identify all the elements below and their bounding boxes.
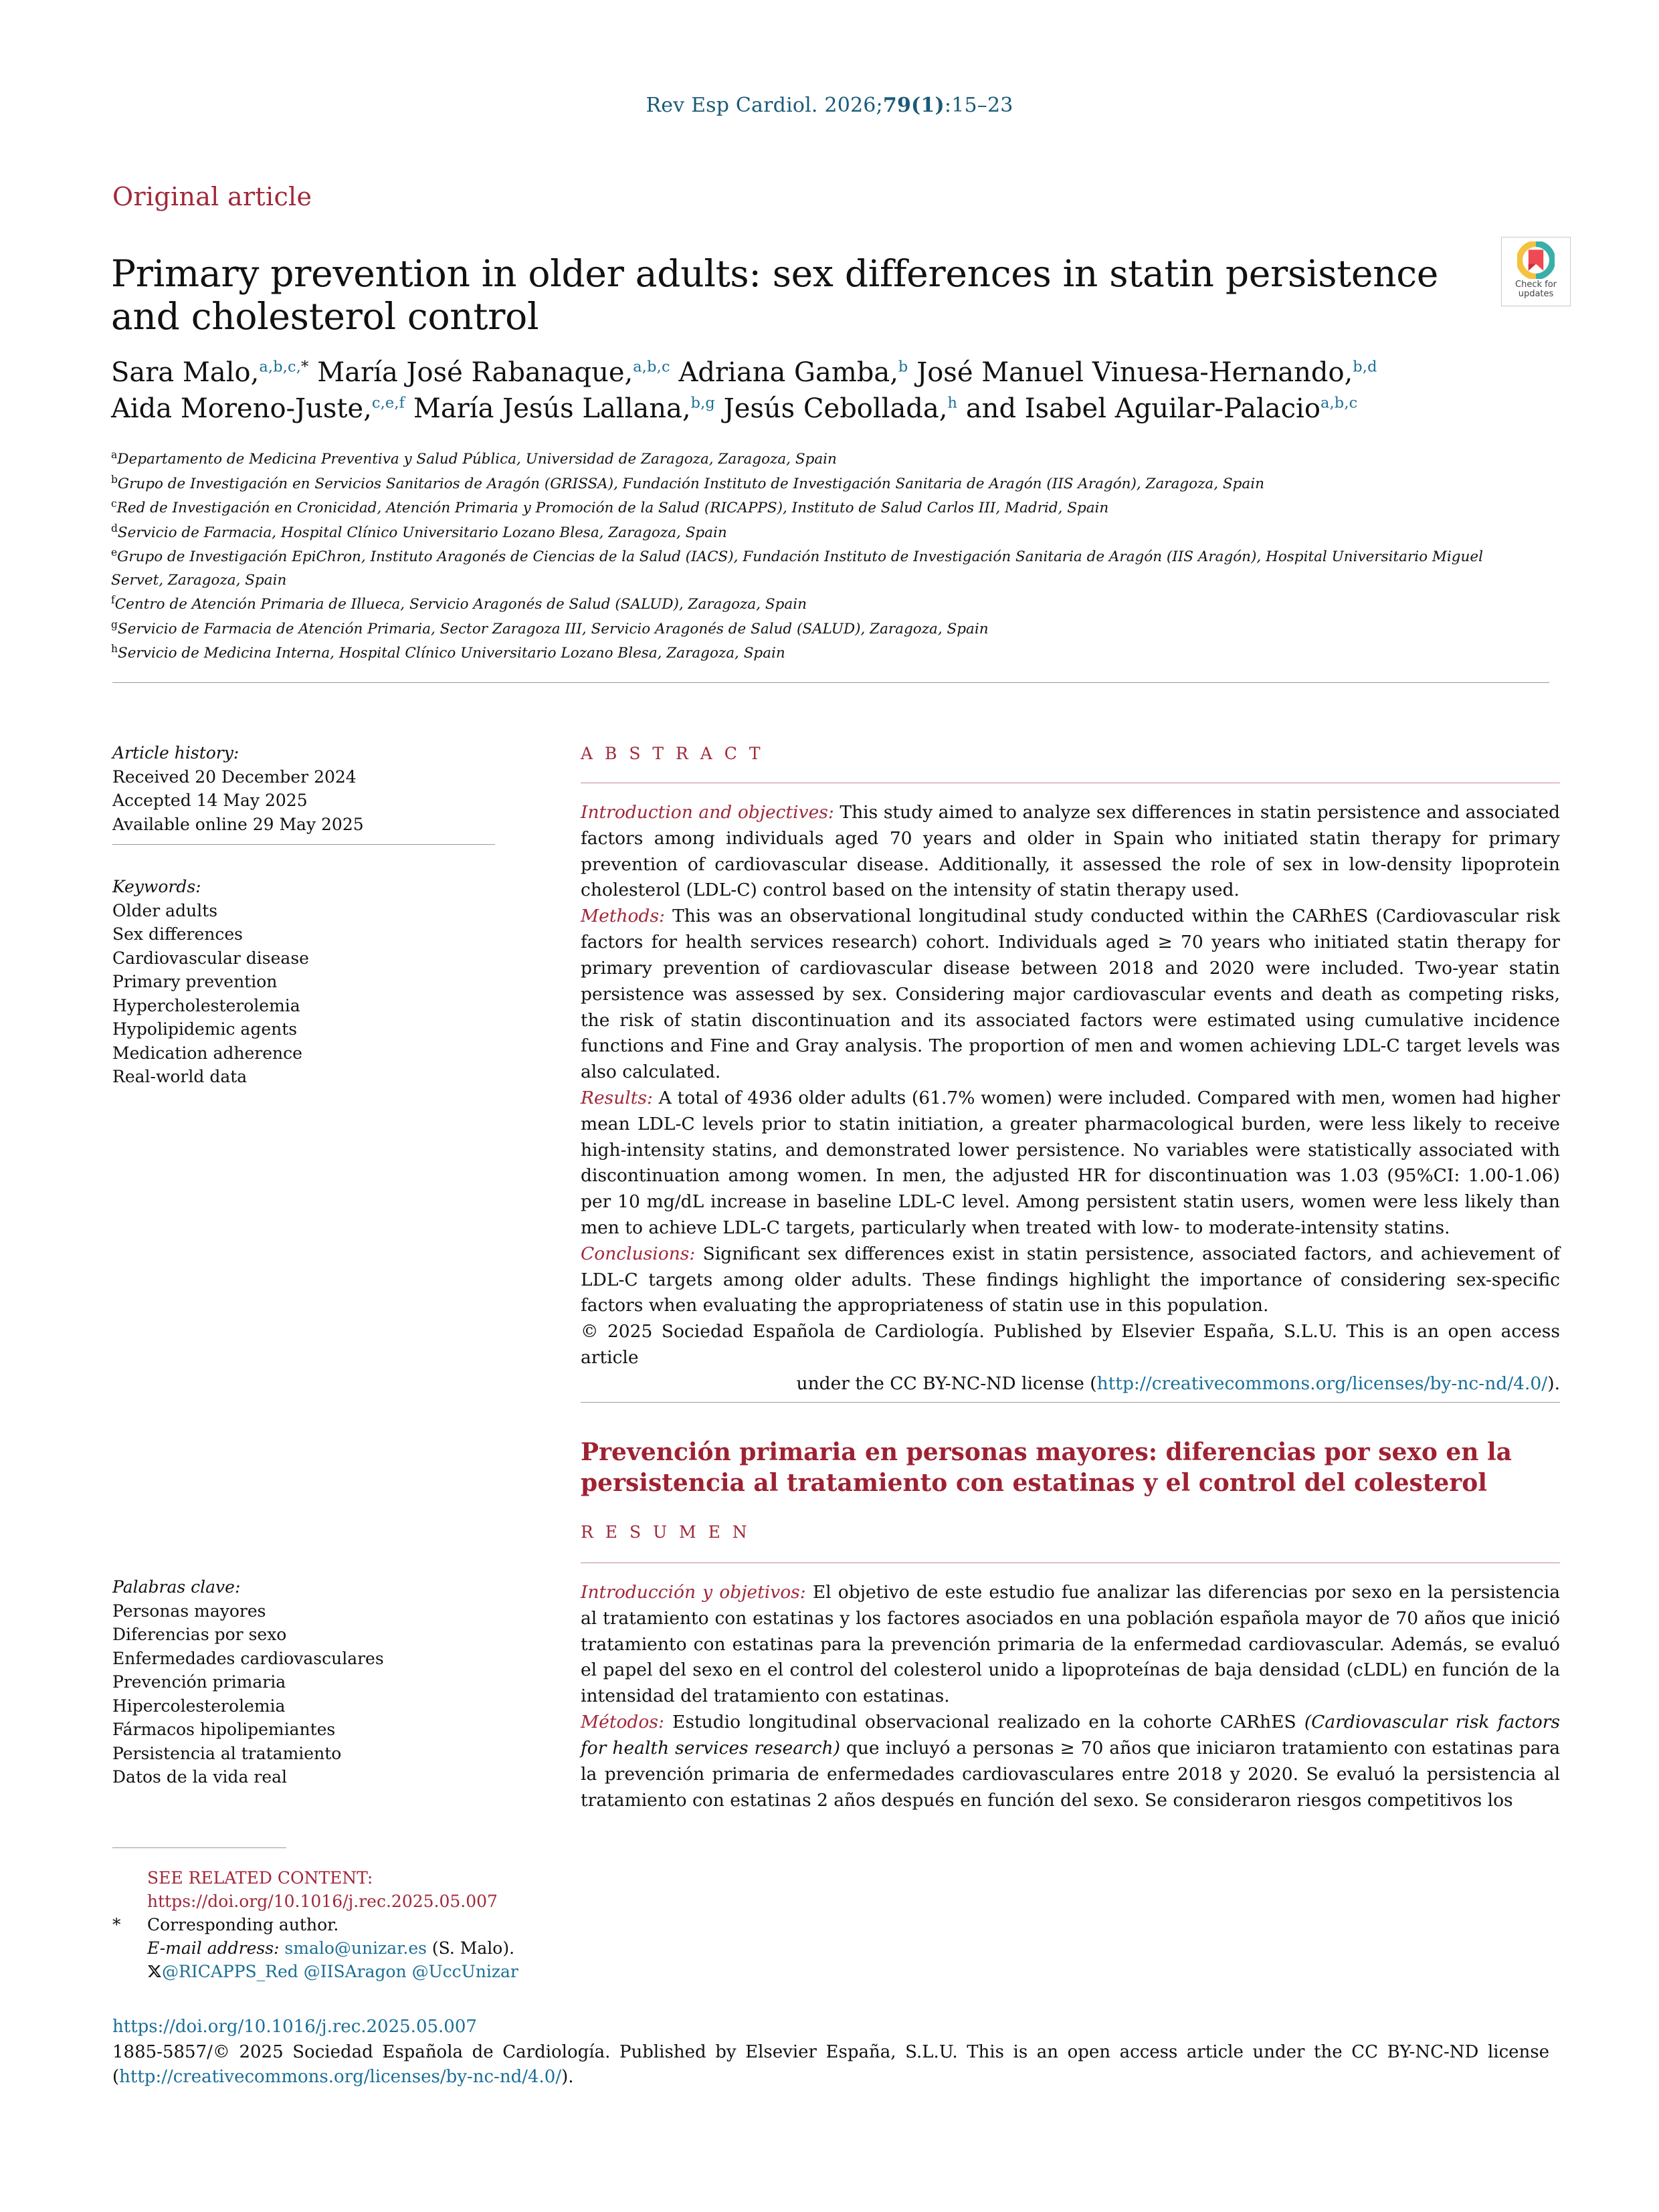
affiliation-item <box>111 496 1496 520</box>
affiliation-marker: f <box>111 594 115 607</box>
author-affil-marker: b,d <box>1353 358 1377 376</box>
footer-license-tail: ). <box>561 2067 574 2088</box>
running-head-prefix: Rev Esp Cardiol. 2026; <box>646 94 883 117</box>
abstract-text-introduction: This study aimed to analyze sex differences in statin persistence and associated factors among individuals aged 70 years and older in Spain who initiated statin therapy for primary prevention of cardiovascular disease. Additionally, it assessed the role of sex in low-density lipoprotein cholesterol (LDL-C) control based on the intensity of statin therapy used. <box>581 802 1560 901</box>
resumen-heading: R E S U M E N <box>581 1522 751 1542</box>
abstract-label-conclusions: Conclusions: <box>581 1243 696 1264</box>
x-twitter-icon <box>147 1961 162 1985</box>
author-name: José Manuel Vinuesa-Hernando, <box>916 357 1353 388</box>
keywords-label: Keywords: <box>112 877 201 896</box>
spanish-title: Prevención primaria en personas mayores: diferencias por sexo en la persistencia al tratamiento con estatinas y el control del colesterol <box>581 1438 1512 1498</box>
author-affil-marker: h <box>947 394 958 412</box>
footer-license-link-part2[interactable]: creativecommons.org/licenses/by-nc-nd/4.0/ <box>173 2067 562 2088</box>
resumen-cohort-name-italic: (Cardiovascular risk factors for health services research) <box>581 1712 1560 1758</box>
abstract-text-methods: This was an observational longitudinal study conducted within the CARhES (Cardiovascular risk factors for health services research) cohort. Individuals aged ≥ 70 years who initiated statin therapy for primary prevention of cardiovascular disease between 2018 and 2020 were included. Two-year statin persistence was assessed by sex. Considering major cardiovascular events and death as competing risks, the risk of statin discontinuation and its associated factors were estimated using cumulative incidence functions and Fine and Gray analysis. The proportion of men and women achieving LDL-C target levels was also calculated. <box>581 906 1560 1083</box>
affiliation-marker: b <box>111 473 118 486</box>
abstract-label-results: Results: <box>581 1087 653 1108</box>
abstract-paragraph-results <box>581 1086 1560 1241</box>
abstract-heading: A B S T R A C T <box>581 744 764 763</box>
author-affil-marker: a,b,c, <box>259 358 302 376</box>
affiliation-item <box>111 592 1496 617</box>
email-address-owner: (S. Malo). <box>431 1938 515 1958</box>
sidebar-divider-1 <box>112 844 495 845</box>
palabra-clave-item: Datos de la vida real <box>112 1767 288 1787</box>
author-name: Jesús Cebollada, <box>723 393 948 424</box>
crossmark-label-line1: Check for <box>1515 280 1557 290</box>
resumen-paragraph-introduccion <box>581 1580 1560 1710</box>
footnote-divider <box>112 1847 286 1848</box>
keyword-item: Sex differences <box>112 924 243 944</box>
running-head-volume: 79(1) <box>882 94 945 117</box>
affiliation-item <box>111 520 1496 545</box>
article-history-received: Received 20 December 2024 <box>112 767 357 787</box>
affiliation-text: Red de Investigación en Cronicidad, Atención Primaria y Promoción de la Salud (RICAPPS), Instituto de Salud Carlos III, Madrid, Spain <box>116 500 1109 517</box>
author-list <box>111 355 1496 427</box>
affiliation-marker: g <box>111 618 118 631</box>
affiliation-item <box>111 472 1496 496</box>
resumen-text-metodos-2: que incluyó a personas ≥ 70 años que iniciaron tratamiento con estatinas para la prevención primaria de enfermedades cardiovasculares entre 2018 y 2020. Se evaluó la persistencia al tratamiento con estatinas 2 años después en función del sexo. Se consideraron riesgos competitivos los <box>581 1737 1560 1811</box>
article-history-label: Article history: <box>112 743 239 763</box>
article-type-label: Original article <box>112 182 312 211</box>
affiliation-marker: e <box>111 546 118 559</box>
palabra-clave-item: Diferencias por sexo <box>112 1625 287 1644</box>
author-name: Sara Malo, <box>111 357 260 388</box>
palabra-clave-item: Enfermedades cardiovasculares <box>112 1648 384 1668</box>
see-related-content-doi[interactable]: https://doi.org/10.1016/j.rec.2025.05.007 <box>147 1892 498 1911</box>
author-line-1 <box>111 355 1496 391</box>
resumen-label-introduccion: Introducción y objetivos: <box>581 1582 806 1603</box>
affiliation-item <box>111 544 1496 592</box>
license-prefix: under the CC BY-NC-ND license ( <box>796 1373 1097 1394</box>
affiliation-text: Servicio de Farmacia de Atención Primaria, Sector Zaragoza III, Servicio Aragonés de Salud (SALUD), Zaragoza, Spain <box>117 620 989 637</box>
author-affil-marker: c,e,f <box>371 394 405 412</box>
article-history-accepted: Accepted 14 May 2025 <box>112 791 308 810</box>
affiliation-text: Centro de Atención Primaria de Illueca, Servicio Aragonés de Salud (SALUD), Zaragoza, Spain <box>114 596 807 613</box>
author-affil-marker: b,g <box>690 394 715 412</box>
crossmark-badge-icon <box>1502 241 1570 279</box>
running-head <box>0 94 1659 117</box>
affiliation-marker: h <box>111 643 118 656</box>
author-name: and Isabel Aguilar-Palacio <box>965 393 1321 424</box>
palabra-clave-item: Prevención primaria <box>112 1672 286 1692</box>
author-name: María José Rabanaque, <box>317 357 633 388</box>
author-line-2 <box>111 391 1496 427</box>
palabra-clave-item: Persistencia al tratamiento <box>112 1743 342 1763</box>
palabras-clave-block <box>112 1575 507 1789</box>
affiliation-marker: a <box>111 449 118 461</box>
palabra-clave-item: Fármacos hipolipemiantes <box>112 1720 336 1739</box>
affiliation-marker: c <box>111 498 117 510</box>
page-title: Primary prevention in older adults: sex differences in statin persistence and cholesterol control <box>111 252 1439 338</box>
corresponding-author-marker: * <box>301 358 309 376</box>
keyword-item: Primary prevention <box>112 972 278 991</box>
email-address-link[interactable]: smalo@unizar.es <box>284 1938 427 1958</box>
article-history-available: Available online 29 May 2025 <box>112 814 364 834</box>
palabra-clave-item: Personas mayores <box>112 1601 266 1621</box>
resumen-text-introduccion: El objetivo de este estudio fue analizar las diferencias por sexo en la persistencia al tratamiento con estatinas y los factores asociados en una población española mayor de 70 años que inició tratamiento con estatinas para la prevención primaria de la enfermedad cardiovascular. Además, se evaluó el papel del sexo en el control del colesterol unido a lipoproteínas de baja densidad (cLDL) en función de la intensidad del tratamiento con estatinas. <box>581 1582 1560 1707</box>
affiliation-list <box>111 447 1496 666</box>
abstract-text-conclusions: Significant sex differences exist in statin persistence, associated factors, and achievement of LDL-C targets among older adults. These findings highlight the importance of considering sex-specific factors when evaluating the appropriateness of statin use in this population. <box>581 1243 1560 1316</box>
author-name: Aida Moreno-Juste, <box>111 393 372 424</box>
abstract-body <box>581 800 1560 1397</box>
keyword-item: Older adults <box>112 900 218 920</box>
footer-issn-copyright: 1885-5857/© 2025 Sociedad Española de Cardiología. Published by Elsevier España, S.L.U. This is an open access article under the CC BY-NC-ND license ( <box>112 2041 1549 2088</box>
crossmark-badge[interactable] <box>1501 237 1571 306</box>
running-head-suffix: :15–23 <box>944 94 1013 117</box>
author-affil-marker: b <box>898 358 908 376</box>
affiliation-text: Servicio de Farmacia, Hospital Clínico Universitario Lozano Blesa, Zaragoza, Spain <box>117 524 727 541</box>
keyword-item: Real-world data <box>112 1067 248 1086</box>
author-name: María Jesús Lallana, <box>413 393 691 424</box>
footer-license-link-part1[interactable]: http:// <box>119 2067 173 2088</box>
palabra-clave-item: Hipercolesterolemia <box>112 1696 286 1716</box>
license-link[interactable]: http://creativecommons.org/licenses/by-nc-nd/4.0/ <box>1096 1373 1548 1394</box>
corresponding-author-note: Corresponding author. <box>147 1915 339 1934</box>
footer-doi-link[interactable]: https://doi.org/10.1016/j.rec.2025.05.007 <box>112 2017 477 2037</box>
resumen-label-metodos: Métodos: <box>581 1712 664 1733</box>
corresponding-author-star: * <box>112 1915 121 1934</box>
affiliation-marker: d <box>111 522 118 534</box>
license-suffix: ). <box>1547 1373 1560 1394</box>
resumen-body <box>581 1580 1560 1813</box>
abstract-copyright-line2 <box>581 1371 1560 1397</box>
abstract-label-introduction: Introduction and objectives: <box>581 802 834 823</box>
keyword-item: Hypercholesterolemia <box>112 995 300 1015</box>
author-affil-marker: a,b,c <box>1320 394 1358 412</box>
email-address-label: E-mail address: <box>147 1938 280 1958</box>
footer-copyright <box>112 2040 1549 2090</box>
affiliation-item <box>111 447 1496 472</box>
abstract-text-results: A total of 4936 older adults (61.7% women) were included. Compared with men, women had higher mean LDL-C levels prior to statin initiation, a greater pharmacological burden, were less likely to receive high-intensity statins, and demonstrated lower persistence. No variables were statistically associated with discontinuation among women. In men, the adjusted HR for discontinuation was 1.03 (95%CI: 1.00-1.06) per 10 mg/dL increase in baseline LDL-C level. Among persistent statin users, women were less likely than men to achieve LDL-C targets, particularly when treated with low- to moderate-intensity statins. <box>581 1087 1560 1238</box>
spanish-section-divider <box>581 1402 1560 1403</box>
abstract-label-methods: Methods: <box>581 906 665 927</box>
affiliation-text: Servicio de Medicina Interna, Hospital Clínico Universitario Lozano Blesa, Zaragoza, Spain <box>117 645 785 662</box>
affiliation-item <box>111 641 1496 666</box>
palabras-clave-label: Palabras clave: <box>112 1577 241 1597</box>
crossmark-label-line2: updates <box>1518 288 1554 299</box>
social-handles[interactable]: @RICAPPS_Red @IISAragon @UccUnizar <box>162 1962 518 1981</box>
abstract-paragraph-methods <box>581 904 1560 1086</box>
affiliation-text: Grupo de Investigación en Servicios Sanitarios de Aragón (GRISSA), Fundación Instituto de Investigación Sanitaria de Aragón (IIS Aragón), Zaragoza, Spain <box>117 475 1264 492</box>
author-name: Adriana Gamba, <box>678 357 898 388</box>
affiliation-item <box>111 617 1496 641</box>
keyword-item: Medication adherence <box>112 1043 302 1063</box>
keyword-item: Hypolipidemic agents <box>112 1019 298 1039</box>
resumen-paragraph-metodos <box>581 1710 1560 1813</box>
article-history-block <box>112 741 507 836</box>
footnote-block <box>112 1866 581 1985</box>
abstract-copyright <box>581 1319 1560 1397</box>
author-affil-marker: a,b,c <box>633 358 670 376</box>
affiliation-text: Departamento de Medicina Preventiva y Salud Pública, Universidad de Zaragoza, Zaragoza, Spain <box>117 451 837 468</box>
page-footer <box>112 2015 1549 2090</box>
resumen-text-metodos-1: Estudio longitudinal observacional realizado en la cohorte CARhES <box>664 1712 1304 1733</box>
keywords-block <box>112 875 507 1089</box>
keyword-item: Cardiovascular disease <box>112 948 309 968</box>
abstract-paragraph-conclusions <box>581 1241 1560 1319</box>
see-related-content-label: SEE RELATED CONTENT: <box>147 1868 373 1888</box>
abstract-copyright-line1: © 2025 Sociedad Española de Cardiología. Published by Elsevier España, S.L.U. This is an open access article <box>581 1321 1560 1369</box>
abstract-paragraph-introduction <box>581 800 1560 904</box>
affiliation-text: Grupo de Investigación EpiChron, Instituto Aragonés de Ciencias de la Salud (IACS), Fundación Instituto de Investigación Sanitaria de Aragón (IIS Aragón), Hospital Universitario Miguel Servet, Zaragoza, Spain <box>111 548 1484 589</box>
header-divider <box>112 682 1549 683</box>
